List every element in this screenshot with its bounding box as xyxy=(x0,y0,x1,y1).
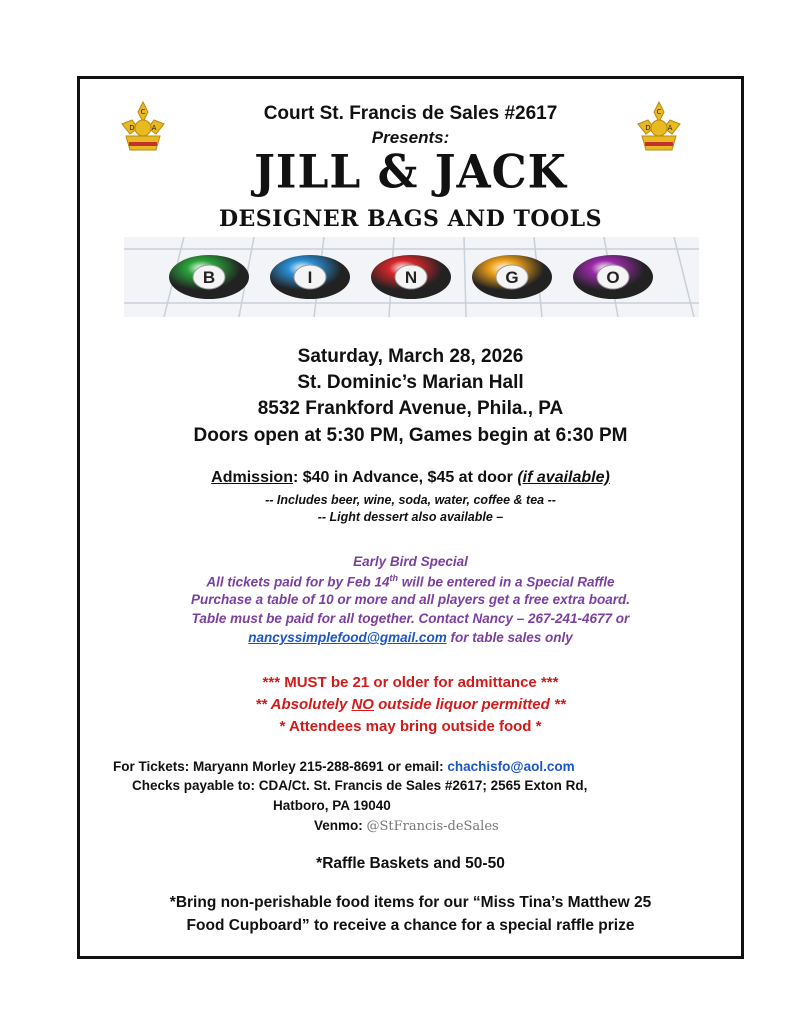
bingo-letter: O xyxy=(606,268,620,287)
dessert-note: -- Light dessert also available – xyxy=(317,510,504,524)
superscript: th xyxy=(389,573,398,583)
early-bird-line-3: Table must be paid for all together. Contact Nancy – 267-241-4677 or xyxy=(191,611,630,626)
includes-note: -- Includes beer, wine, soda, water, coffee & tea -- xyxy=(265,493,556,507)
early-bird-line-1 xyxy=(80,573,741,590)
bingo-letter: N xyxy=(404,268,418,287)
early-bird-line-2: Purchase a table of 10 or more and all players get a free extra board. xyxy=(191,592,630,607)
admission-label: Admission xyxy=(211,469,293,486)
admission-availability: (if available) xyxy=(517,469,610,486)
food-drive-line-2: Food Cupboard” to receive a chance for a special raffle prize xyxy=(186,917,635,934)
early-bird-text: for table sales only xyxy=(446,630,573,645)
liquor-policy xyxy=(80,696,741,713)
liquor-text: outside liquor permitted ** xyxy=(373,696,566,713)
bingo-banner xyxy=(124,237,699,317)
crest-letter: C xyxy=(656,108,662,116)
tickets-contact xyxy=(113,759,575,774)
bingo-letter: G xyxy=(505,268,519,287)
early-bird-title: Early Bird Special xyxy=(353,554,468,569)
event-subtitle: DESIGNER BAGS AND TOOLS xyxy=(218,206,603,232)
admission-price: : $40 in Advance, $45 at door xyxy=(292,469,518,486)
presents-label: Presents: xyxy=(371,128,450,147)
venmo-handle: @StFrancis-deSales xyxy=(366,819,499,834)
event-address: 8532 Frankford Avenue, Phila., PA xyxy=(257,398,564,419)
crest-letter: A xyxy=(151,124,157,132)
event-times: Doors open at 5:30 PM, Games begin at 6:30 PM xyxy=(193,425,628,446)
tickets-email-link[interactable]: chachisfo@aol.com xyxy=(447,759,575,774)
event-date: Saturday, March 28, 2026 xyxy=(297,346,524,367)
liquor-text: ** Absolutely xyxy=(255,696,352,713)
early-bird-line-4 xyxy=(80,630,741,645)
bingo-letter: I xyxy=(307,268,313,287)
checks-address: Hatboro, PA 19040 xyxy=(273,798,391,813)
crest-letter: D xyxy=(645,124,651,132)
flyer-frame xyxy=(77,76,744,959)
crest-letter: D xyxy=(129,124,135,132)
early-bird-text: will be entered in a Special Raffle xyxy=(397,574,615,590)
venmo-label: Venmo: xyxy=(314,818,367,833)
food-drive-line-1: *Bring non-perishable food items for our “Miss Tina’s Matthew 25 xyxy=(169,894,652,911)
bingo-letter: B xyxy=(202,268,216,287)
food-policy: * Attendees may bring outside food * xyxy=(279,718,542,735)
early-bird-text: All tickets paid for by Feb 14 xyxy=(206,574,390,590)
nancy-email-link[interactable]: nancyssimplefood@gmail.com xyxy=(248,630,447,645)
liquor-no-emphasis: NO xyxy=(351,696,374,713)
crest-letter: A xyxy=(667,124,673,132)
event-title: JILL & JACK xyxy=(254,145,567,200)
venmo-line xyxy=(314,818,499,834)
age-requirement: *** MUST be 21 or older for admittance *** xyxy=(262,674,559,691)
checks-payable: Checks payable to: CDA/Ct. St. Francis de Sales #2617; 2565 Exton Rd, xyxy=(132,778,588,793)
admission-line xyxy=(80,469,741,487)
crest-letter: C xyxy=(140,108,146,116)
organization-name: Court St. Francis de Sales #2617 xyxy=(263,103,558,124)
tickets-text: For Tickets: Maryann Morley 215-288-8691 or email: xyxy=(113,759,448,774)
raffle-note: *Raffle Baskets and 50-50 xyxy=(316,855,505,872)
event-venue: St. Dominic’s Marian Hall xyxy=(297,372,524,393)
